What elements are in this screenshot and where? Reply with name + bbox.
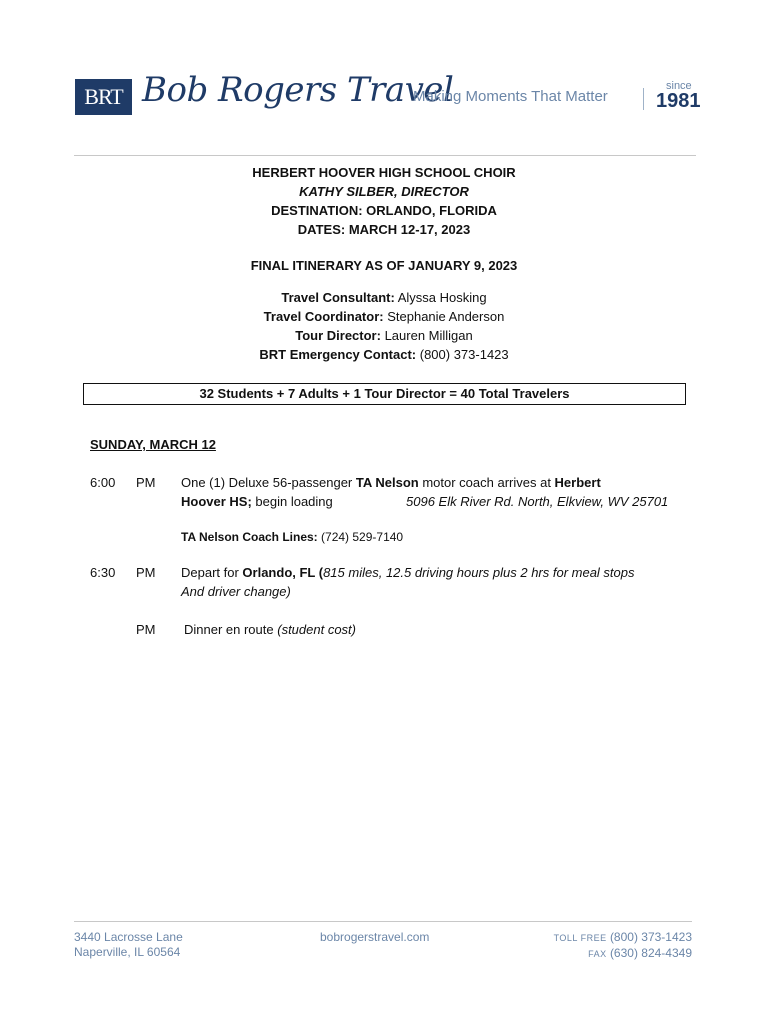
contact-tour-director [0, 326, 768, 345]
coach-contact [181, 528, 403, 546]
event-ampm: PM [136, 565, 156, 580]
brand-name: Bob Rogers Travel [142, 70, 454, 110]
header-rule [74, 155, 696, 156]
event-description [181, 563, 691, 582]
event-text: Dinner en route [184, 622, 278, 637]
contact-value: Lauren Milligan [384, 328, 473, 343]
address-line2: Naperville, IL 60564 [74, 945, 181, 959]
footer-website[interactable]: bobrogerstravel.com [320, 930, 430, 944]
contact-emergency [0, 345, 768, 364]
footer-phones [520, 930, 692, 962]
cost-note: (student cost) [277, 622, 356, 637]
group-name: HERBERT HOOVER HIGH SCHOOL CHOIR [252, 165, 516, 180]
destination-line: DESTINATION: ORLANDO, FLORIDA [271, 203, 497, 218]
contact-label: BRT Emergency Contact: [259, 347, 417, 362]
since-year: 1981 [656, 90, 701, 112]
contact-label: Travel Consultant: [281, 290, 395, 305]
coach-phone: (724) 529-7140 [321, 530, 404, 544]
contact-label: Travel Coordinator: [263, 309, 384, 324]
contact-value: Stephanie Anderson [387, 309, 505, 324]
contact-label: Tour Director: [295, 328, 381, 343]
event-text: One (1) Deluxe 56-passenger [181, 475, 356, 490]
fax-label: FAX [588, 949, 607, 959]
event-text: begin loading [251, 494, 333, 509]
director-line: KATHY SILBER, DIRECTOR [299, 184, 469, 199]
itinerary-date: FINAL ITINERARY AS OF JANUARY 9, 2023 [250, 258, 518, 273]
drive-details: 815 miles, 12.5 driving hours plus 2 hrs for meal stops [323, 565, 635, 580]
coach-company: TA Nelson [355, 475, 419, 490]
address-line1: 3440 Lacrosse Lane [74, 930, 183, 944]
fax-number: (630) 824-4349 [609, 946, 692, 960]
event-text: Depart for [181, 565, 243, 580]
pickup-address: 5096 Elk River Rd. North, Elkview, WV 25701 [406, 494, 669, 509]
pickup-location: Herbert [554, 475, 601, 490]
event-ampm: PM [136, 475, 156, 490]
drive-details-line2: And driver change) [181, 584, 291, 599]
tollfree-label: TOLL FREE [553, 933, 607, 943]
event-time: 6:00 [90, 475, 116, 490]
since-label: since [666, 80, 692, 92]
event-time: 6:30 [90, 565, 116, 580]
coach-label: TA Nelson Coach Lines: [181, 530, 318, 544]
event-text: motor coach arrives at [418, 475, 555, 490]
day-heading: SUNDAY, MARCH 12 [90, 437, 216, 452]
fax-line [520, 946, 692, 962]
travelers-summary: 32 Students + 7 Adults + 1 Tour Director = 40 Total Travelers [83, 383, 686, 405]
contact-value: (800) 373-1423 [419, 347, 509, 362]
tagline: Making Moments That Matter [413, 88, 608, 105]
tollfree-line [520, 930, 692, 946]
dates-line: DATES: MARCH 12-17, 2023 [297, 222, 471, 237]
contact-consultant [0, 288, 768, 307]
event-ampm: PM [136, 622, 156, 637]
tollfree-number: (800) 373-1423 [609, 930, 692, 944]
contact-coordinator [0, 307, 768, 326]
event-description [184, 620, 356, 639]
contact-value: Alyssa Hosking [397, 290, 487, 305]
destination: Orlando, FL ( [242, 565, 324, 580]
brt-logo-mark: BRT [75, 79, 132, 115]
event-description [181, 473, 681, 492]
footer-rule [74, 921, 692, 922]
header-divider [643, 88, 644, 110]
event-description-line2 [181, 492, 333, 511]
pickup-location: Hoover HS; [181, 494, 252, 509]
footer-address [74, 930, 183, 960]
